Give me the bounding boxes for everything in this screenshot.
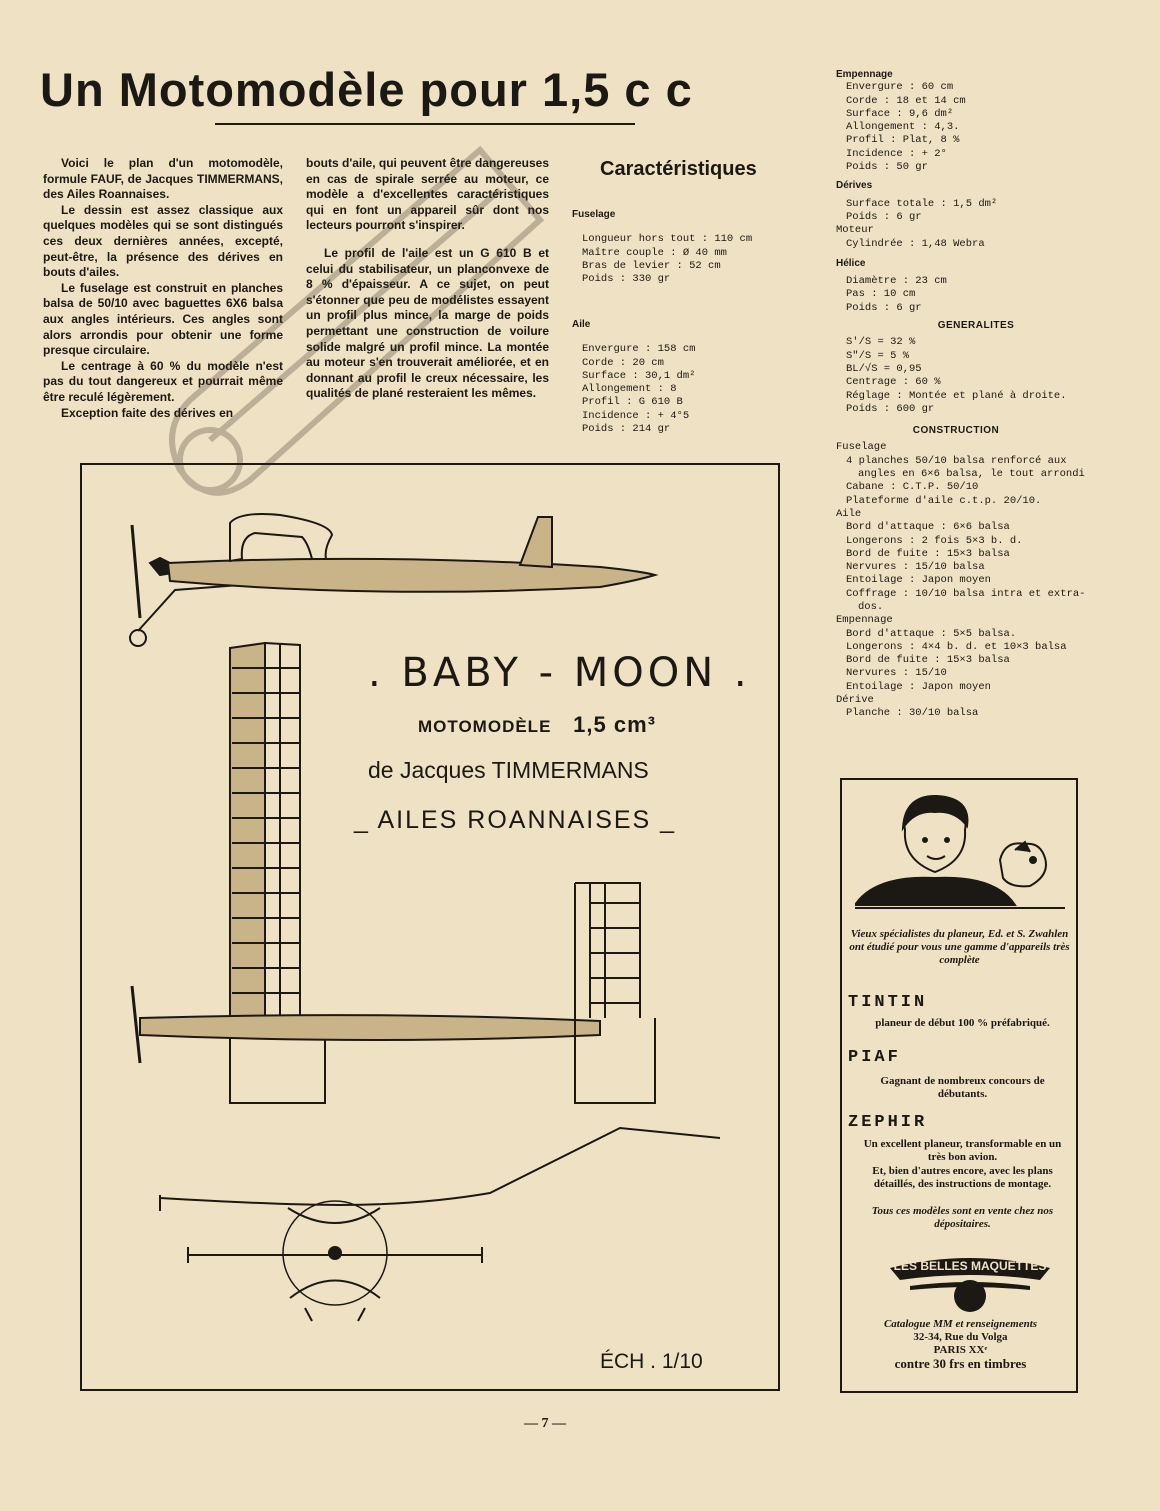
plan-displacement: 1,5 cm³ [573,712,656,737]
spec-line: Corde : 18 et 14 cm [846,94,966,107]
spec-line: Poids : 6 gr [846,301,922,314]
paragraph: Exception faite des dérives en [61,405,234,420]
spec-line: Bras de levier : 52 cm [582,259,721,272]
article-column-2 [306,156,549,402]
ad-price: contre 30 frs en timbres [894,1356,1027,1371]
spec-line: Incidence : + 4°5 [582,409,690,422]
paragraph: Voici le plan d'un motomodèle, formule FAUF, de Jacques TIMMERMANS, des Ailes Roannaises. [43,156,283,202]
spec-line: Réglage : Montée et plané à droite. [846,389,1067,402]
spec-line: Poids : 330 gr [582,273,671,286]
spec-line: Longueur hors tout : 110 cm [582,233,753,246]
spec-heading: Empennage [836,69,893,80]
spec-line: Profil : Plat, 8 % [846,134,960,147]
ad-product-name: ZEPHIR [848,1113,928,1132]
spec-line: Surface : 30,1 dm² [582,369,696,382]
fuselage-spec [572,208,752,286]
paragraph: Le dessin est assez classique aux quelques modèles qui se sont distingués ces deux dernières années, excepté, peut-être, la présence des dérives en bouts d'ailes. [43,202,283,280]
spec-line: Profil : G 610 B [582,396,683,409]
spec-line: dos. [858,600,884,613]
plan-scale: ÉCH . 1/10 [600,1350,703,1373]
characteristics-title: Caractéristiques [600,158,757,180]
spec-line: Allongement : 4,3. [846,121,960,134]
spec-line: Diamètre : 23 cm [846,275,947,288]
spec-line: Nervures : 15/10 balsa [846,561,985,574]
ad-catalogue-line: Catalogue MM et renseignements [883,1318,1038,1330]
ad-product-name: TINTIN [848,993,928,1012]
paragraph: Le centrage à 60 % du modèle n'est pas du tout dangereux et pourrait même être reculé légèrement. [43,358,283,404]
spec-line: Dérive [836,694,874,707]
article-column-1 [43,156,283,421]
spec-line: Longerons : 2 fois 5×3 b. d. [846,534,1023,547]
spec-line: Surface : 9,6 dm² [846,107,954,120]
les-belles-maquettes-logo [880,1248,1060,1314]
article-title: Un Motomodèle pour 1,5 c c [40,63,693,116]
spec-line: Coffrage : 10/10 balsa intra et extra- [846,587,1086,600]
spec-line: Poids : 50 gr [846,161,928,174]
spec-line: BL/√S = 0,95 [846,362,922,375]
paragraph: Le fuselage est construit en planches balsa de 50/10 avec baguettes 6X6 balsa aux angles intérieurs. Ces angles sont alors arrondis pour obtenir une forme presque circulaire. [43,280,283,358]
plan-author: de Jacques TIMMERMANS [368,757,649,783]
ad-intro: Vieux spécialistes du planeur, Ed. et S. Zwahlen ont étudié pour vous une gamme d'appareils très complète [849,928,1070,966]
ad-address: 32-34, Rue du Volga [913,1331,1008,1343]
spec-line: Bord d'attaque : 6×6 balsa [846,521,1010,534]
wing-spec [572,318,695,436]
side-view [130,514,655,646]
ad-product-desc: Un excellent planeur, transformable en un très bon avion. [863,1138,1062,1163]
spec-line: Bord de fuite : 15×3 balsa [846,654,1010,667]
spec-line: Corde : 20 cm [582,356,664,369]
spec-line: Bord d'attaque : 5×5 balsa. [846,627,1017,640]
spec-line: Moteur [836,224,874,237]
spec-line: Fuselage [836,441,887,454]
ad-catalogue [848,1318,1073,1370]
spec-line: Cylindrée : 1,48 Webra [846,237,985,250]
plan-subtitle [418,712,656,738]
plan-club: _ AILES ROANNAISES _ [354,806,677,834]
spec-line: Incidence : + 2° [846,147,947,160]
spec-line: Pas : 10 cm [846,288,916,301]
spec-line: Envergure : 158 cm [582,343,696,356]
spec-heading: Dérives [836,180,873,192]
spec-line: 4 planches 50/10 balsa renforcé aux [846,454,1067,467]
spec-line: Aile [836,507,862,520]
spec-heading: CONSTRUCTION [912,425,1000,437]
spec-line: Poids : 6 gr [846,210,922,223]
spec-heading: GENERALITES [937,320,1015,332]
spec-line: Planche : 30/10 balsa [846,707,979,720]
spec-line: Maître couple : Ø 40 mm [582,246,727,259]
spec-line: Envergure : 60 cm [846,81,954,94]
spec-line: Longerons : 4×4 b. d. et 10×3 balsa [846,640,1067,653]
spec-line: Entoilage : Japon moyen [846,574,991,587]
ad-product-desc: Gagnant de nombreux concours de débutants. [880,1075,1045,1100]
spec-heading: Aile [572,319,591,330]
spec-line: Nervures : 15/10 [846,667,947,680]
ad-city: PARIS XXᵉ [933,1344,988,1356]
spec-line: S'/S = 32 % [846,336,916,349]
right-spec-column [836,68,1085,721]
ad-product-desc: planeur de début 100 % préfabriqué. [875,1017,1050,1029]
page-number: — 7 — [524,1416,566,1431]
front-view [160,1128,720,1321]
title-rule [215,123,635,125]
logo-text: LES BELLES MAQUETTES [893,1259,1047,1273]
plan-model-name: . BABY - MOON . [368,650,751,696]
ad-product-name: PIAF [848,1048,901,1067]
ad-more-text: Et, bien d'autres encore, avec les plans détaillés, des instructions de montage. [872,1165,1053,1190]
spec-line: Plateforme d'aile c.t.p. 20/10. [846,494,1042,507]
spec-heading: Hélice [836,257,866,269]
spec-heading: Fuselage [572,209,616,220]
spec-line: Empennage [836,614,893,627]
spec-line: angles en 6×6 balsa, le tout arrondi [858,468,1085,481]
spec-line: Poids : 214 gr [582,423,671,436]
plan-type: MOTOMODÈLE [418,717,552,736]
spec-line: Surface totale : 1,5 dm² [846,197,998,210]
paragraph: bouts d'aile, qui peuvent être dangereuses en cas de spirale serrée au moteur, ce modèle a d'excellentes caractéristiques qui en font un appareil sûr dont nos lecteurs pourront s'inspirer. [306,156,549,233]
plan-drawings [80,463,780,1391]
spec-line: S"/S = 5 % [846,349,910,362]
paragraph: Le profil de l'aile est un G 610 B et celui du stabilisateur, un planconvexe de 8 % d'épaisseur. A ce sujet, on peut s'étonner que peu de modélistes essayent un profil plus mince, la marge de poids permettant une construction de voilure solide malgré un profil mince. La montée au moteur s'en trouverait améliorée, et en donnant au profil le creux nécessaire, les qualités de plané resteraient les mêmes. [306,245,549,401]
spec-line: Centrage : 60 % [846,376,941,389]
spec-line: Entoilage : Japon moyen [846,680,991,693]
spec-line: Allongement : 8 [582,383,677,396]
spec-line: Cabane : C.T.P. 50/10 [846,481,979,494]
ad-dealers-text: Tous ces modèles sont en vente chez nos dépositaires. [871,1205,1054,1230]
spec-line: Poids : 600 gr [846,402,935,415]
spec-line: Bord de fuite : 15×3 balsa [846,547,1010,560]
boy-and-dog-illustration [855,790,1065,920]
